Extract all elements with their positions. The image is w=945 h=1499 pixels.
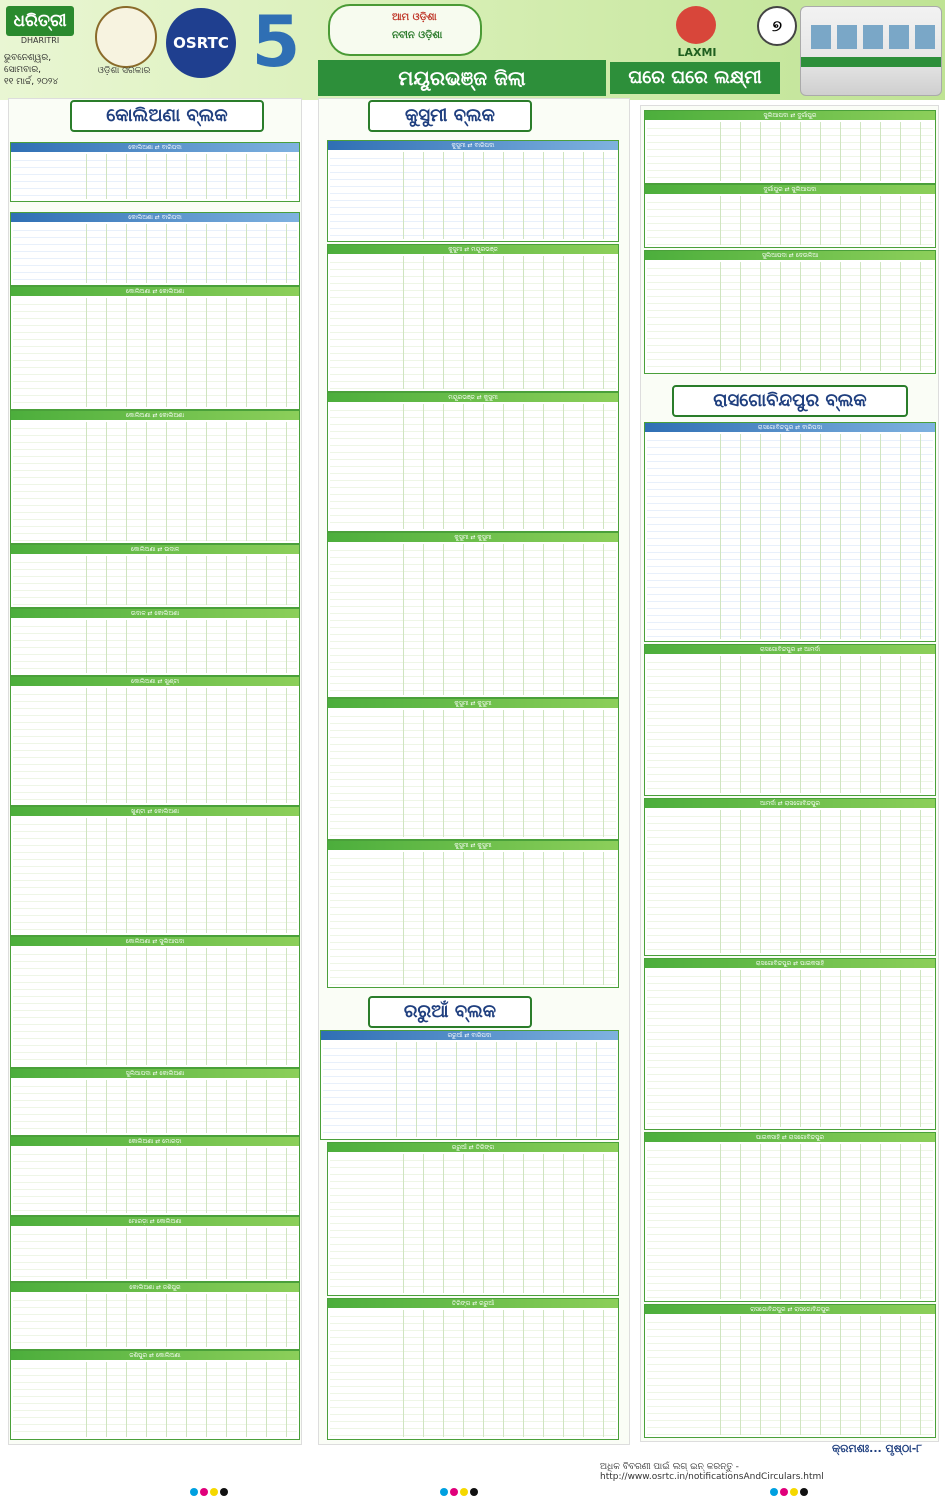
card-route-title: କୋଲିଅଣା ⇄ ଜଶିପୁର: [129, 1284, 181, 1291]
laxmi-badge-icon: [676, 6, 716, 44]
district-banner: ମୟୂରଭଞ୍ଜ ଜିଲା: [318, 60, 606, 96]
card-route-title: କୋଲିଅଣା ⇄ ବାରିପଦା: [128, 144, 182, 151]
timetable-card: [327, 140, 619, 242]
card-columns: [384, 710, 616, 837]
card-route-title: କୋଲିଅଣା ⇄ କୋଲିଅଣା: [125, 412, 185, 419]
timetable-card: [644, 798, 936, 956]
color-registration-mark: [200, 1488, 208, 1496]
ghare-ghare-laxmi-banner: ଘରେ ଘରେ ଲକ୍ଷ୍ମୀ: [610, 62, 780, 94]
bus-window: [811, 25, 831, 49]
card-columns: [701, 434, 933, 639]
card-route-title: କୁସୁମୀ ⇄ କୁସୁମୀ: [454, 842, 492, 849]
card-columns: [67, 1228, 297, 1279]
card-route-title: କୋଲିଅଣା ⇄ ସୁଲିଆପଦା: [125, 938, 185, 945]
timetable-card: [644, 422, 936, 642]
timetable-card: [327, 840, 619, 988]
bus-window: [889, 25, 909, 49]
block-title-kolianta: କୋଲିଅଣା ବ୍ଲକ: [70, 100, 264, 132]
bus-window: [837, 25, 857, 49]
timetable-card: [10, 544, 300, 608]
five-t-logo: 5: [251, 1, 301, 83]
timetable-card: [327, 244, 619, 392]
card-route-title: ସୁଲିଆପଦା ⇄ ଦୁର୍ଗାପୁର: [763, 112, 817, 119]
card-route-title: ରରୁଆଁ ⇄ ବାରିପଦା: [447, 1032, 492, 1039]
dateline-place-day: ଭୁବନେଶ୍ୱର, ସୋମବାର,: [4, 53, 52, 75]
timetable-card: [644, 184, 936, 248]
continued-note: କ୍ରମଶଃ... ପୃଷ୍ଠା-୮: [832, 1442, 923, 1455]
timetable-card: [10, 212, 300, 286]
card-columns: [384, 404, 616, 529]
card-route-title: କୁସୁମୀ ⇄ ବାରିପଦା: [451, 142, 495, 149]
card-columns: [701, 262, 933, 371]
card-route-title: ରାସଗୋବିନ୍ଦପୁର ⇄ ପାଇକସାହି: [755, 960, 825, 967]
card-route-title: ଆମର୍ଦା ⇄ ରାସଗୋବିନ୍ଦପୁର: [760, 800, 820, 807]
card-route-title: କୋଲିଅଣା ⇄ କୋଲିଅଣା: [125, 288, 185, 295]
card-route-title: ରାସଗୋବିନ୍ଦପୁର ⇄ ଆମର୍ଦା: [760, 646, 820, 653]
card-columns: [701, 122, 933, 181]
card-columns: [384, 1154, 616, 1293]
timetable-card: [10, 676, 300, 806]
card-route-title: କୋଲିଅଣା ⇄ ଉଦାଳ: [130, 546, 180, 553]
card-columns: [384, 544, 616, 695]
card-route-title: କୋଲିଅଣା ⇄ ମୋରଡ଼ା: [128, 1138, 182, 1145]
color-registration-mark: [800, 1488, 808, 1496]
card-route-title: ଖୁଣ୍ଟା ⇄ କୋଲିଅଣା: [130, 808, 180, 815]
newspaper-logo-subtitle: DHARITRI: [20, 36, 60, 45]
color-registration-mark: [770, 1488, 778, 1496]
timetable-card: [10, 608, 300, 676]
card-columns: [67, 224, 297, 283]
card-route-title: ଉଦାଳ ⇄ କୋଲିଅଣା: [130, 610, 180, 617]
card-route-title: ଜଶିପୁର ⇄ କୋଲିଅଣା: [129, 1352, 181, 1359]
bus-stripe: [801, 57, 941, 67]
timetable-card: [320, 1030, 619, 1140]
timetable-card: [327, 532, 619, 698]
color-registration-mark: [460, 1488, 468, 1496]
card-columns: [384, 1310, 616, 1437]
card-columns: [384, 256, 616, 389]
card-columns: [377, 1042, 616, 1137]
card-columns: [67, 620, 297, 673]
card-route-title: ତିରିଙ୍ଗ ⇄ ରରୁଆଁ: [451, 1300, 495, 1307]
card-columns: [701, 1144, 933, 1299]
card-columns: [67, 818, 297, 933]
timetable-card: [644, 1304, 936, 1438]
card-columns: [67, 1362, 297, 1437]
card-route-title: ପାଇକସାହି ⇄ ରାସଗୋବିନ୍ଦପୁର: [755, 1134, 825, 1141]
card-route-title: ମୟୂରଭଞ୍ଜ ⇄ କୁସୁମୀ: [448, 394, 498, 401]
timetable-card: [10, 1350, 300, 1440]
timetable-card: [644, 644, 936, 796]
card-columns: [67, 1080, 297, 1133]
source-url: ଅଧିକ ବିବରଣୀ ପାଇଁ ଲଗ୍ ଇନ୍ କରନ୍ତୁ - http://www.osrtc.in/notificationsAndCirculars.html: [600, 1462, 824, 1482]
color-registration-mark: [190, 1488, 198, 1496]
block-title-raruan: ରରୁଆଁ ବ୍ଲକ: [368, 996, 532, 1028]
page-header: [0, 0, 945, 100]
card-route-title: ସୁଲିଆପଦା ⇄ ଦେଉଳିଆ: [761, 252, 819, 259]
timetable-card: [10, 806, 300, 936]
color-registration-mark: [780, 1488, 788, 1496]
card-columns: [701, 656, 933, 793]
timetable-card: [10, 1136, 300, 1216]
timetable-card: [644, 250, 936, 374]
timetable-card: [644, 958, 936, 1130]
card-columns: [67, 298, 297, 407]
color-registration-mark: [220, 1488, 228, 1496]
bus-image: [800, 6, 942, 96]
card-columns: [384, 852, 616, 985]
card-columns: [701, 970, 933, 1127]
card-columns: [67, 1294, 297, 1347]
card-columns: [701, 810, 933, 953]
card-columns: [67, 948, 297, 1065]
timetable-card: [10, 142, 300, 202]
bus-window: [863, 25, 883, 49]
timetable-card: [10, 1216, 300, 1282]
laxmi-logo: [652, 6, 742, 59]
card-route-title: କୁସୁମୀ ⇄ ମୟୂରଭଞ୍ଜ: [448, 246, 498, 253]
timetable-card: [10, 286, 300, 410]
card-columns: [67, 154, 297, 199]
card-route-title: ରାସଗୋବିନ୍ଦପୁର ⇄ ବାରିପଦା: [757, 424, 823, 431]
card-columns: [384, 152, 616, 239]
timetable-card: [10, 1068, 300, 1136]
emblem-label: ଓଡ଼ିଶା ସରକାର: [97, 66, 151, 76]
card-route-title: କୁସୁମୀ ⇄ କୁସୁମୀ: [454, 700, 492, 707]
color-registration-mark: [790, 1488, 798, 1496]
timetable-card: [10, 1282, 300, 1350]
card-route-title: ରାସଗୋବିନ୍ଦପୁର ⇄ ରାସଗୋବିନ୍ଦପୁର: [750, 1306, 830, 1313]
dateline: [4, 52, 88, 88]
page-number-badge: ୭: [757, 6, 797, 46]
odisha-emblem-icon: [95, 6, 157, 68]
newspaper-logo: ଧରିତ୍ରୀ: [6, 6, 74, 36]
bus-window: [915, 25, 935, 49]
card-columns: [67, 556, 297, 605]
card-columns: [67, 1148, 297, 1213]
timetable-card: [10, 936, 300, 1068]
card-route-title: ରରୁଆଁ ⇄ ତିରିଙ୍ଗ: [451, 1144, 495, 1151]
slogan-line-1: ଆମ ଓଡ଼ିଶା: [392, 12, 437, 23]
card-route-title: କୁସୁମୀ ⇄ କୁସୁମୀ: [454, 534, 492, 541]
color-registration-mark: [450, 1488, 458, 1496]
slogan-line-2: ନବୀନ ଓଡ଼ିଶା: [392, 30, 443, 41]
card-columns: [67, 422, 297, 541]
color-registration-mark: [210, 1488, 218, 1496]
card-route-title: ମୋରଡ଼ା ⇄ କୋଲିଅଣା: [128, 1218, 182, 1225]
timetable-card: [327, 1142, 619, 1296]
timetable-card: [327, 1298, 619, 1440]
card-columns: [701, 196, 933, 245]
card-columns: [701, 1316, 933, 1435]
card-route-title: ସୁଲିଆପଦା ⇄ କୋଲିଅଣା: [125, 1070, 185, 1077]
block-title-kusumi: କୁସୁମୀ ବ୍ଲକ: [368, 100, 532, 132]
timetable-card: [327, 698, 619, 840]
card-route-title: ଦୁର୍ଗାପୁର ⇄ ସୁଲିଆପଦା: [763, 186, 817, 193]
card-columns: [67, 688, 297, 803]
laxmi-text: LAXMI: [677, 46, 717, 59]
timetable-card: [644, 1132, 936, 1302]
color-registration-mark: [470, 1488, 478, 1496]
timetable-card: [10, 410, 300, 544]
card-route-title: କୋଲିଅଣା ⇄ ବାରିପଦା: [128, 214, 182, 221]
block-title-rasgobindpur: ରାସଗୋବିନ୍ଦପୁର ବ୍ଲକ: [672, 385, 908, 417]
ama-odisha-logo: [328, 4, 482, 56]
dateline-date: ୧୧ ମାର୍ଚ୍ଚ, ୨୦୨୪: [4, 77, 59, 87]
color-registration-mark: [440, 1488, 448, 1496]
timetable-card: [644, 110, 936, 184]
card-route-title: କୋଲିଅଣା ⇄ ଖୁଣ୍ଟା: [130, 678, 180, 685]
osrtc-logo: OSRTC: [166, 8, 236, 78]
timetable-card: [327, 392, 619, 532]
